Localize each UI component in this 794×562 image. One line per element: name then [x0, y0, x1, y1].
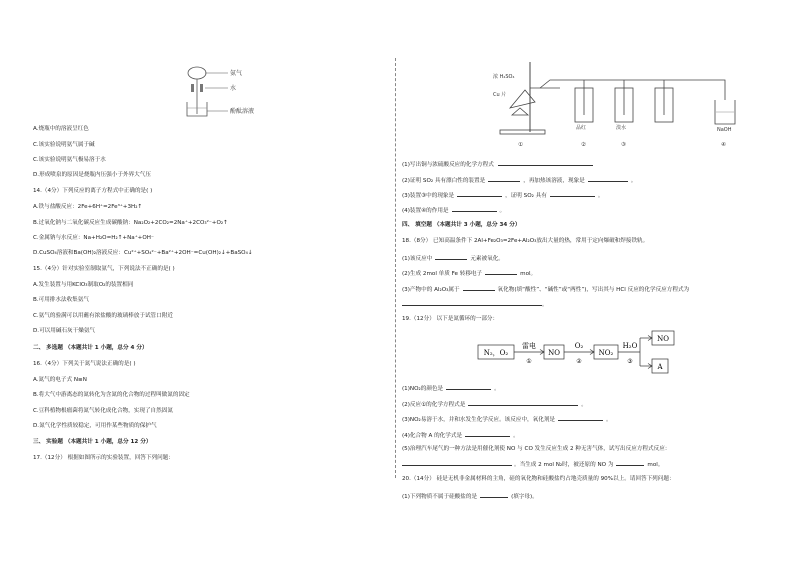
q17-part4-blank[interactable] [452, 206, 497, 212]
q16-stem: 16.（4分）下列关于氮气说法正确的是( ) [33, 361, 136, 367]
cycle-step-2: ② [576, 358, 582, 365]
nitrogen-cycle-diagram [476, 330, 686, 376]
figure-label-water: 水 [230, 85, 237, 92]
q19-part3-blank[interactable] [558, 415, 603, 421]
q19-part3: (3)NO₂易溶于水，并和水发生化学反应。该反应中，氧化剂是 。 [402, 417, 612, 423]
cycle-condition-lightning: 雷电 [522, 342, 536, 350]
q18-part2-blank[interactable] [485, 269, 517, 275]
q17-part2-blank-b[interactable] [588, 176, 628, 182]
q20-stem: 20.（14分） 硅是无机非金属材料的主角，硅的氧化物和硅酸盐约占地壳质量的 90%以上。请回答下列问题： [402, 476, 675, 482]
q19-part2: (2)反应①的化学方程式是 。 [402, 402, 587, 408]
cycle-bottom-box: A [657, 363, 663, 371]
label-conc-acid: 浓 H₂SO₄ [493, 74, 515, 80]
q17-part3-blank-b[interactable] [550, 191, 595, 197]
fountain-experiment-figure [183, 64, 303, 119]
column-divider [395, 58, 396, 478]
q14-option-d: D.CuSO₄溶液和Ba(OH)₂溶液反应：Cu²⁺+SO₄²⁻+Ba²⁺+2OH⁻=Cu(OH)₂↓+BaSO₄↓ [33, 250, 253, 256]
q17-part1-blank[interactable] [498, 160, 593, 166]
q15-option-b: B.可用排水法收集氨气 [33, 297, 89, 303]
q18-part1: (1)该反应中 元素被氧化。 [402, 256, 504, 262]
label-bromine-water: 溴水 [616, 125, 627, 131]
q17-part2: (2)证明 SO₂ 具有漂白性的装置是 ，再加热该溶液，现象是 。 [402, 178, 637, 184]
label-naoh: NaOH [717, 127, 732, 133]
q18-part3: (3)产物中的 Al₂O₃属于 氧化物(填“酸性”、“碱性”或“两性”)，写出其与 HCl 反应的化学反应方程式为 [402, 287, 690, 293]
q18-part3-blank-b[interactable] [402, 300, 542, 306]
q14-option-c: C.金属钠与水反应：Na+H₂O=H₂↑+Na⁺+OH⁻ [33, 235, 154, 241]
q19-part5-blank-b[interactable] [616, 460, 644, 466]
q13-option-a: A.烧瓶中的溶液呈红色 [33, 126, 89, 132]
q14-option-a: A.铁与盐酸反应：2Fe+6H⁺=2Fe³⁺+3H₂↑ [33, 204, 143, 210]
q18-part3-line2: 。 [402, 300, 548, 309]
q19-part4-blank[interactable] [465, 431, 510, 437]
cycle-condition-oxygen: O₂ [574, 342, 584, 350]
q16-option-b: B.将大气中游离态的氮转化为含氮的化合物的过程叫做氮的固定 [33, 392, 190, 398]
q20-part1: (1)下列物质不属于硅酸盐的是 (填字母)。 [402, 494, 538, 500]
q20-part1-blank[interactable] [480, 492, 508, 498]
q17-part4: (4)装置④的作用是 。 [402, 208, 506, 214]
q15-stem: 15.（4分）针对实验室制取氨气，下列说法不正确的是( ) [33, 266, 175, 272]
q18-part1-blank[interactable] [435, 254, 467, 260]
figure-label-phenolphthalein: 酚酞溶液 [230, 108, 255, 115]
q17-part2-blank-a[interactable] [488, 176, 520, 182]
q19-stem: 19.（12分） 以下是氮循环的一部分： [402, 316, 499, 322]
cycle-no2-box: NO₂ [598, 349, 614, 357]
label-magenta: 品红 [576, 125, 587, 131]
q15-option-c: C.氨气的验满可以用蘸有浓盐酸的玻璃棒放于试管口附近 [33, 313, 173, 319]
q13-option-d: D.形成喷泉的原因是烧瓶内压强小于外界大气压 [33, 172, 151, 178]
label-copper: Cu 片 [493, 92, 507, 98]
q19-part5-line2: 。当生成 2 mol N₂时，被还原的 NO 为 mol。 [402, 460, 663, 469]
q19-part2-blank[interactable] [468, 400, 578, 406]
q16-option-c: C.豆科植物根瘤菌将氮气转化成化合物，实现了自然固氮 [33, 408, 173, 414]
cycle-top-box: NO [657, 335, 669, 343]
q13-option-c: C.该实验说明氨气极易溶于水 [33, 157, 106, 163]
section-2-heading: 二、 多选题 （本题共计 1 小题，总分 4 分） [33, 345, 148, 351]
cycle-step-3: ③ [627, 358, 633, 365]
section-3-heading: 三、 实验题 （本题共计 1 小题，总分 12 分） [33, 439, 152, 445]
label-device-1: ① [518, 142, 523, 148]
cycle-no-box: NO [548, 349, 560, 357]
sulfuric-acid-apparatus-figure [490, 60, 740, 152]
q16-option-d: D.氮气化学性质较稳定，可用作某些物质的保护气 [33, 423, 157, 429]
q17-stem: 17.（12分） 根据如图所示的实验装置，回答下列问题： [33, 455, 174, 461]
q18-stem: 18.（8分） 已知高温条件下 2Al+Fe₂O₃=2Fe+Al₂O₃放出大量的热，常用于定向爆破和焊接铁轨。 [402, 238, 649, 244]
q17-part1: (1)写出铜与浓硫酸反应的化学方程式 [402, 160, 593, 169]
q15-option-a: A.发生装置与用KClO₃制取O₂的装置相同 [33, 282, 134, 288]
label-device-3: ③ [621, 142, 626, 148]
q18-part2: (2)生成 2mol 单质 Fe 转移电子 mol。 [402, 271, 537, 277]
label-device-2: ② [581, 142, 586, 148]
q19-part1-blank[interactable] [446, 384, 491, 390]
q15-option-d: D.可以用碱石灰干燥氨气 [33, 328, 96, 334]
q14-stem: 14.（4分）下列反应的离子方程式中正确的是( ) [33, 188, 153, 194]
q19-part5-blank-a[interactable] [402, 460, 512, 466]
q16-option-a: A.氮气的电子式 N≡N [33, 377, 87, 383]
q19-part1: (1)NO₂的颜色是 。 [402, 386, 500, 392]
q13-option-b: C.该实验说明氨气属于碱 [33, 142, 95, 148]
q14-option-b: B.过氧化钠与二氧化碳反应生成碳酸钠：Na₂O₂+2CO₂=2Na⁺+2CO₃²⁻+O₂↑ [33, 220, 228, 226]
cycle-step-1: ① [526, 358, 532, 365]
label-device-4: ④ [721, 142, 726, 148]
q19-part5: (5)治理汽车尾气的一种方法是用催化剂使 NO 与 CO 发生反应生成 2 种无害气体，试写出反应方程式反应： [402, 446, 671, 452]
figure-label-ammonia: 氨气 [230, 70, 243, 77]
q17-part3-blank-a[interactable] [457, 191, 502, 197]
cycle-condition-water: H₂O [622, 342, 638, 350]
section-4-heading: 四、 填空题 （本题共计 3 小题，总分 34 分） [402, 222, 521, 228]
q17-part3: (3)装置③中的现象是 ，证明 SO₂ 具有 。 [402, 193, 604, 199]
q18-part3-blank-a[interactable] [463, 285, 495, 291]
q19-part4: (4)化合物 A 的化学式是 。 [402, 433, 519, 439]
cycle-start-box: N₂，O₂ [483, 349, 509, 357]
